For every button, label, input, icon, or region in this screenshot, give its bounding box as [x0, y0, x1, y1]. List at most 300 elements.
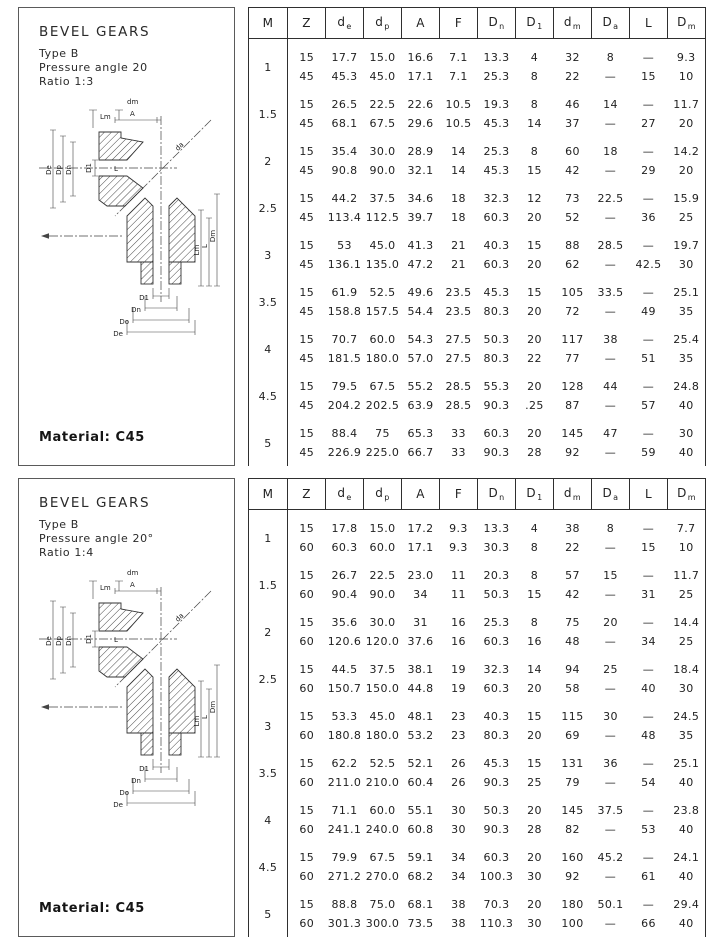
value-cell: 60.3: [331, 541, 358, 554]
table-row: [249, 538, 706, 557]
value-cell: 115: [561, 710, 584, 723]
col-header: L: [630, 479, 668, 510]
value-cell: 131: [561, 757, 584, 770]
value-cell: 45.3: [483, 757, 510, 770]
value-cell: 38: [451, 898, 466, 911]
value-cell: —: [642, 569, 655, 582]
value-cell: 77: [565, 352, 580, 365]
value-cell: 35: [678, 305, 694, 318]
value-cell: —: [604, 117, 617, 130]
module-cell: 2: [249, 142, 288, 180]
module-cell: 1: [249, 519, 288, 557]
label-a: A: [130, 581, 135, 589]
value-cell: 23.5: [445, 286, 472, 299]
value-cell: —: [642, 710, 655, 723]
value-cell: 30.0: [369, 145, 396, 158]
col-header: $d_p$: [364, 479, 402, 510]
value-cell: 15: [527, 164, 542, 177]
module-group: [249, 510, 706, 558]
value-cell: 15: [299, 192, 315, 205]
value-cell: 60.0: [369, 333, 396, 346]
module-group: [249, 86, 706, 133]
value-cell: 37.6: [407, 635, 434, 648]
value-cell: 40: [678, 917, 694, 930]
value-cell: 19.7: [673, 239, 700, 252]
value-cell: 53.2: [407, 729, 434, 742]
value-cell: 45.3: [331, 70, 358, 83]
value-cell: 9.3: [676, 51, 696, 64]
table-row: [249, 142, 706, 161]
value-cell: 145: [561, 427, 584, 440]
value-cell: 40: [678, 823, 694, 836]
value-cell: 157.5: [365, 305, 400, 318]
table-row: [249, 613, 706, 632]
value-cell: 15: [527, 710, 542, 723]
value-cell: 68.1: [331, 117, 358, 130]
value-cell: 29: [641, 164, 656, 177]
value-cell: 60: [299, 588, 315, 601]
value-cell: 15: [299, 239, 315, 252]
section-title: BEVEL GEARS: [39, 495, 151, 511]
value-cell: 20: [527, 804, 542, 817]
info-text: [39, 495, 154, 560]
value-cell: —: [604, 729, 617, 742]
value-cell: 45: [299, 70, 315, 83]
table-row: [249, 632, 706, 651]
value-cell: 20: [527, 682, 542, 695]
value-cell: 202.5: [365, 399, 400, 412]
value-cell: 25: [603, 663, 618, 676]
value-cell: —: [642, 427, 655, 440]
value-cell: 120.0: [365, 635, 400, 648]
value-cell: —: [642, 286, 655, 299]
pressure-angle-line: Pressure angle 20°: [39, 532, 154, 545]
value-cell: 15: [299, 145, 315, 158]
value-cell: —: [604, 305, 617, 318]
value-cell: 20: [527, 851, 542, 864]
value-cell: 45.0: [369, 239, 396, 252]
value-cell: 28: [527, 823, 542, 836]
value-cell: 15: [527, 286, 542, 299]
module-group: [249, 839, 706, 886]
col-header: $D_m$: [668, 8, 706, 39]
value-cell: 15.0: [369, 51, 396, 64]
value-cell: 9.3: [449, 541, 468, 554]
spacer-row: [249, 604, 706, 613]
value-cell: 90.3: [483, 399, 510, 412]
col-header: $D_1$: [516, 8, 554, 39]
value-cell: 38: [451, 917, 466, 930]
value-cell: 25: [527, 776, 542, 789]
spec-table: [248, 7, 706, 466]
value-cell: 66: [641, 917, 656, 930]
value-cell: —: [642, 851, 655, 864]
value-cell: 49: [641, 305, 656, 318]
label-d1-bottom: D1: [139, 294, 149, 302]
spacer-row: [249, 274, 706, 283]
value-cell: 15: [299, 333, 315, 346]
value-cell: 25.3: [483, 70, 510, 83]
value-cell: 45: [299, 352, 315, 365]
value-cell: 60.3: [483, 427, 510, 440]
module-group: [249, 792, 706, 839]
value-cell: 15: [299, 569, 315, 582]
table-row: [249, 773, 706, 792]
value-cell: 67.5: [369, 380, 396, 393]
value-cell: 94: [565, 663, 580, 676]
spacer-row: [249, 698, 706, 707]
module-group: [249, 39, 706, 87]
value-cell: 51: [641, 352, 656, 365]
value-cell: 17.1: [407, 541, 434, 554]
table-row: [249, 255, 706, 274]
module-cell: 2.5: [249, 189, 288, 227]
gear-cross-sections: [99, 132, 195, 284]
value-cell: 34: [451, 851, 466, 864]
value-cell: 35.4: [331, 145, 358, 158]
label-da-diagonal: da: [173, 611, 186, 624]
value-cell: 20: [527, 729, 542, 742]
value-cell: 79.5: [331, 380, 358, 393]
value-cell: 28.5: [445, 380, 472, 393]
value-cell: 23.8: [673, 804, 700, 817]
col-header: $D_1$: [516, 479, 554, 510]
value-cell: 59.1: [407, 851, 434, 864]
value-cell: —: [642, 192, 655, 205]
value-cell: 73: [565, 192, 580, 205]
value-cell: 75: [375, 427, 390, 440]
value-cell: —: [642, 380, 655, 393]
value-cell: 35: [678, 729, 694, 742]
value-cell: 60: [565, 145, 580, 158]
value-cell: 75: [565, 616, 580, 629]
value-cell: —: [604, 588, 617, 601]
value-cell: 11: [451, 588, 466, 601]
col-header: $d_e$: [326, 479, 364, 510]
value-cell: 25: [678, 635, 694, 648]
col-header: F: [440, 8, 478, 39]
value-cell: 14: [527, 117, 542, 130]
value-cell: 53: [641, 823, 656, 836]
gear-cross-sections: [99, 603, 195, 755]
value-cell: 8: [530, 98, 539, 111]
value-cell: 32.3: [483, 663, 510, 676]
value-cell: 57: [565, 569, 580, 582]
label-de-left: De: [45, 636, 53, 646]
spacer-row: [249, 886, 706, 895]
value-cell: 25.4: [673, 333, 700, 346]
value-cell: 33: [451, 427, 466, 440]
value-cell: 60.3: [483, 682, 510, 695]
value-cell: 54: [641, 776, 656, 789]
value-cell: 50.3: [483, 804, 510, 817]
col-header: $D_a$: [592, 479, 630, 510]
module-cell: 3: [249, 236, 288, 274]
value-cell: 40: [678, 399, 694, 412]
col-header: A: [402, 479, 440, 510]
value-cell: 92: [565, 870, 580, 883]
value-cell: 90.8: [331, 164, 358, 177]
value-cell: 45: [299, 164, 315, 177]
value-cell: 240.0: [365, 823, 400, 836]
value-cell: 60: [299, 635, 315, 648]
value-cell: 30: [603, 710, 618, 723]
label-dn-left: Dn: [65, 165, 73, 175]
value-cell: 45: [299, 399, 315, 412]
value-cell: 55.1: [407, 804, 434, 817]
value-cell: 17.2: [407, 522, 434, 535]
value-cell: 15: [299, 898, 315, 911]
value-cell: 181.5: [327, 352, 362, 365]
value-cell: 17.1: [407, 70, 434, 83]
value-cell: 41.3: [407, 239, 434, 252]
spacer-row: [249, 933, 706, 937]
value-cell: 45: [299, 117, 315, 130]
value-cell: 24.5: [673, 710, 700, 723]
value-cell: 8: [606, 51, 615, 64]
value-cell: 33: [451, 446, 466, 459]
value-cell: 22.5: [597, 192, 624, 205]
value-cell: 27.5: [445, 333, 472, 346]
value-cell: 82: [565, 823, 580, 836]
module-group: [249, 886, 706, 933]
value-cell: 15: [603, 569, 618, 582]
value-cell: 8: [606, 522, 615, 535]
value-cell: 30: [451, 804, 466, 817]
value-cell: 145: [561, 804, 584, 817]
value-cell: 14.2: [673, 145, 700, 158]
value-cell: 31: [413, 616, 428, 629]
value-cell: 19: [451, 682, 466, 695]
module-group: [249, 133, 706, 180]
info-text: [39, 24, 150, 89]
value-cell: 20: [527, 898, 542, 911]
gear-section-ratio-1-3: [18, 7, 706, 466]
table-row: [249, 302, 706, 321]
value-cell: 20: [603, 616, 618, 629]
table-row: [249, 189, 706, 208]
value-cell: 57: [641, 399, 656, 412]
value-cell: 117: [561, 333, 584, 346]
value-cell: 52.5: [369, 757, 396, 770]
value-cell: 69: [565, 729, 580, 742]
value-cell: 15: [299, 757, 315, 770]
label-lm-top: Lm: [100, 113, 111, 121]
table-row: [249, 161, 706, 180]
spec-table-box: [248, 7, 706, 466]
value-cell: 60: [299, 541, 315, 554]
value-cell: 50.3: [483, 333, 510, 346]
value-cell: 16: [451, 616, 466, 629]
value-cell: 26.7: [331, 569, 358, 582]
value-cell: 60: [299, 682, 315, 695]
value-cell: 28.5: [597, 239, 624, 252]
value-cell: 14.4: [673, 616, 700, 629]
value-cell: 30: [527, 870, 542, 883]
value-cell: 44.8: [407, 682, 434, 695]
table-row: [249, 236, 706, 255]
value-cell: 25.3: [483, 145, 510, 158]
value-cell: 25: [678, 211, 694, 224]
table-row: [249, 519, 706, 538]
module-cell: 4.5: [249, 377, 288, 415]
drawing-slot: [19, 561, 236, 871]
value-cell: 32.3: [483, 192, 510, 205]
value-cell: 21: [451, 239, 466, 252]
value-cell: 136.1: [327, 258, 362, 271]
value-cell: 23.0: [407, 569, 434, 582]
value-cell: 38: [603, 333, 618, 346]
value-cell: 128: [561, 380, 584, 393]
value-cell: 45.3: [483, 164, 510, 177]
spacer-row: [249, 557, 706, 566]
value-cell: 72: [565, 305, 580, 318]
table-row: [249, 867, 706, 886]
module-cell: 5: [249, 895, 288, 933]
value-cell: 45: [299, 446, 315, 459]
module-group: [249, 368, 706, 415]
info-box: [18, 7, 235, 466]
spacer-row: [249, 510, 706, 520]
value-cell: 150.0: [365, 682, 400, 695]
value-cell: 18.4: [673, 663, 700, 676]
value-cell: 44.2: [331, 192, 358, 205]
spec-table-box: [248, 478, 706, 937]
table-row: [249, 67, 706, 86]
value-cell: 14: [527, 663, 542, 676]
value-cell: 55.3: [483, 380, 510, 393]
value-cell: 15: [641, 70, 656, 83]
value-cell: 4: [530, 522, 539, 535]
table-row: [249, 208, 706, 227]
value-cell: 34: [641, 635, 656, 648]
module-cell: 2.5: [249, 660, 288, 698]
module-cell: 3: [249, 707, 288, 745]
value-cell: —: [642, 804, 655, 817]
value-cell: 71.1: [331, 804, 358, 817]
value-cell: 39.7: [407, 211, 434, 224]
value-cell: 10.5: [445, 117, 472, 130]
module-cell: 4: [249, 801, 288, 839]
value-cell: 16: [527, 635, 542, 648]
value-cell: —: [604, 211, 617, 224]
value-cell: —: [604, 164, 617, 177]
value-cell: 58: [565, 682, 580, 695]
value-cell: 45.3: [483, 117, 510, 130]
value-cell: 25: [678, 588, 694, 601]
value-cell: 60.3: [483, 258, 510, 271]
value-cell: 36: [603, 757, 618, 770]
value-cell: 44: [603, 380, 618, 393]
label-a: A: [130, 110, 135, 118]
value-cell: 14: [451, 164, 466, 177]
value-cell: 40.3: [483, 710, 510, 723]
value-cell: 20: [527, 380, 542, 393]
module-cell: 2: [249, 613, 288, 651]
value-cell: 37.5: [369, 192, 396, 205]
type-line: Type B: [39, 518, 79, 531]
value-cell: 8: [530, 569, 539, 582]
label-dn-bottom: Dn: [131, 306, 141, 314]
value-cell: 34: [413, 588, 428, 601]
value-cell: 34: [451, 870, 466, 883]
value-cell: 20: [527, 305, 542, 318]
value-cell: 113.4: [327, 211, 362, 224]
value-cell: 10: [678, 541, 694, 554]
ratio-line: Ratio 1:3: [39, 75, 94, 88]
value-cell: 65.3: [407, 427, 434, 440]
value-cell: —: [642, 757, 655, 770]
value-cell: —: [604, 870, 617, 883]
gear-section-ratio-1-4: [18, 478, 706, 937]
table-row: [249, 726, 706, 745]
spacer-row: [249, 368, 706, 377]
value-cell: 15.0: [369, 522, 396, 535]
spacer-row: [249, 321, 706, 330]
value-cell: 20: [527, 258, 542, 271]
value-cell: 15: [527, 588, 542, 601]
module-group: [249, 557, 706, 604]
value-cell: 35.6: [331, 616, 358, 629]
value-cell: 15: [299, 51, 315, 64]
label-de-bottom: De: [113, 330, 123, 338]
value-cell: 23: [451, 729, 466, 742]
value-cell: —: [642, 145, 655, 158]
value-cell: 26: [451, 776, 466, 789]
module-cell: 5: [249, 424, 288, 462]
label-lm-top: Lm: [100, 584, 111, 592]
value-cell: 90.4: [331, 588, 358, 601]
value-cell: 16: [451, 635, 466, 648]
value-cell: 67.5: [369, 117, 396, 130]
spacer-row: [249, 180, 706, 189]
value-cell: 63.9: [407, 399, 434, 412]
value-cell: 20: [678, 117, 694, 130]
label-da-diagonal: da: [173, 140, 186, 153]
value-cell: 60.3: [483, 211, 510, 224]
value-cell: 225.0: [365, 446, 400, 459]
value-cell: 37: [565, 117, 580, 130]
table-row: [249, 48, 706, 67]
value-cell: 61: [641, 870, 656, 883]
value-cell: 15: [299, 710, 315, 723]
value-cell: 53: [337, 239, 352, 252]
value-cell: 23: [451, 710, 466, 723]
value-cell: 45: [299, 305, 315, 318]
value-cell: 180: [561, 898, 584, 911]
value-cell: —: [604, 70, 617, 83]
label-lm-right: Lm: [193, 715, 201, 727]
col-header: L: [630, 8, 668, 39]
module-group: [249, 604, 706, 651]
module-cell: 1: [249, 48, 288, 86]
table-row: [249, 801, 706, 820]
value-cell: 42: [565, 588, 580, 601]
value-cell: 7.1: [449, 51, 468, 64]
value-cell: 13.3: [483, 522, 510, 535]
value-cell: 12: [527, 192, 542, 205]
table-row: [249, 679, 706, 698]
value-cell: 88: [565, 239, 580, 252]
value-cell: —: [642, 616, 655, 629]
value-cell: —: [642, 239, 655, 252]
module-cell: 1.5: [249, 566, 288, 604]
material-note: [39, 901, 145, 916]
table-row: [249, 283, 706, 302]
value-cell: 150.7: [327, 682, 362, 695]
value-cell: 37.5: [369, 663, 396, 676]
value-cell: 20: [678, 164, 694, 177]
